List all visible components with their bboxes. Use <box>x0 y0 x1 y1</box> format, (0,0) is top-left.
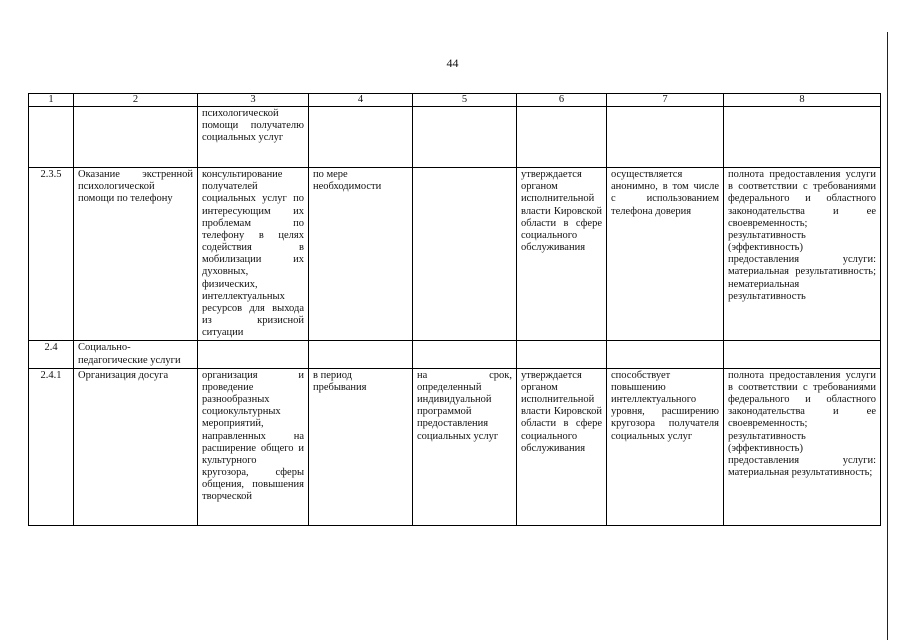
service-name: Организация досуга <box>74 368 198 525</box>
tariff-cell: утверждается органом исполнительной власти Кировской области в сфере социального обслуживания <box>517 168 607 341</box>
service-duration <box>413 168 517 341</box>
column-header: 1 <box>29 94 74 107</box>
row-number: 2.4 <box>29 341 74 368</box>
service-description-text: организация и проведение разнообразных социокультурных мероприятий, направленных на расширение общего и культурного кругозора, сферы общения, повышения творческой <box>202 369 304 503</box>
service-frequency <box>309 107 413 168</box>
services-table <box>28 93 881 526</box>
service-name: Социально-педагогические услуги <box>74 341 198 368</box>
service-name: Оказание экстренной психологической помощи по телефону <box>74 168 198 341</box>
service-duration <box>413 107 517 168</box>
column-header: 6 <box>517 94 607 107</box>
service-description: психологической помощи получателю социальных услуг <box>198 107 309 168</box>
column-header: 2 <box>74 94 198 107</box>
row-number <box>29 107 74 168</box>
row-number: 2.3.5 <box>29 168 74 341</box>
table-row-2-4-1 <box>29 368 881 525</box>
column-number-row <box>29 94 881 107</box>
row-number: 2.4.1 <box>29 368 74 525</box>
service-duration: на срок, определенный индивидуальной программой предоставления социальных услуг <box>413 368 517 525</box>
service-description: консультирование получателей социальных услуг по интересующим их проблемам по телефону в целях содействия в мобилизации их духовных, физических, интеллектуальных ресурсов для выхода из кризисной ситуации <box>198 168 309 341</box>
quality-indicators <box>724 107 881 168</box>
page-edge-line <box>887 32 888 640</box>
quality-indicators: полнота предоставления услуги в соответствии с требованиями федерального и областного законодательства и ее своевременность; результативность (эффективность) предоставления услуги: материальная результативность; нематериальная результативность <box>724 168 881 341</box>
column-header: 3 <box>198 94 309 107</box>
service-conditions: способствует повышению интеллектуального уровня, расширению кругозора получателя социальных услуг <box>607 368 724 525</box>
column-header: 5 <box>413 94 517 107</box>
service-description <box>198 368 309 525</box>
tariff-cell: утверждается органом исполнительной власти Кировской области в сфере социального обслуживания <box>517 368 607 525</box>
service-description <box>198 341 309 368</box>
quality-indicators: полнота предоставления услуги в соответствии с требованиями федерального и областного законодательства и ее своевременность; результативность (эффективность) предоставления услуги: материальная результативность; <box>724 368 881 525</box>
service-conditions: осуществляется анонимно, в том числе с использованием телефона доверия <box>607 168 724 341</box>
quality-indicators <box>724 341 881 368</box>
service-frequency: по мере необходимости <box>309 168 413 341</box>
service-frequency: в период пребывания <box>309 368 413 525</box>
column-header: 8 <box>724 94 881 107</box>
tariff-cell <box>517 341 607 368</box>
tariff-cell <box>517 107 607 168</box>
table-row-continuation <box>29 107 881 168</box>
page-number: 44 <box>446 56 459 70</box>
service-name <box>74 107 198 168</box>
service-duration <box>413 341 517 368</box>
service-conditions <box>607 107 724 168</box>
table-row-2-4 <box>29 341 881 368</box>
column-header: 7 <box>607 94 724 107</box>
service-frequency <box>309 341 413 368</box>
service-conditions <box>607 341 724 368</box>
column-header: 4 <box>309 94 413 107</box>
table-row-2-3-5 <box>29 168 881 341</box>
